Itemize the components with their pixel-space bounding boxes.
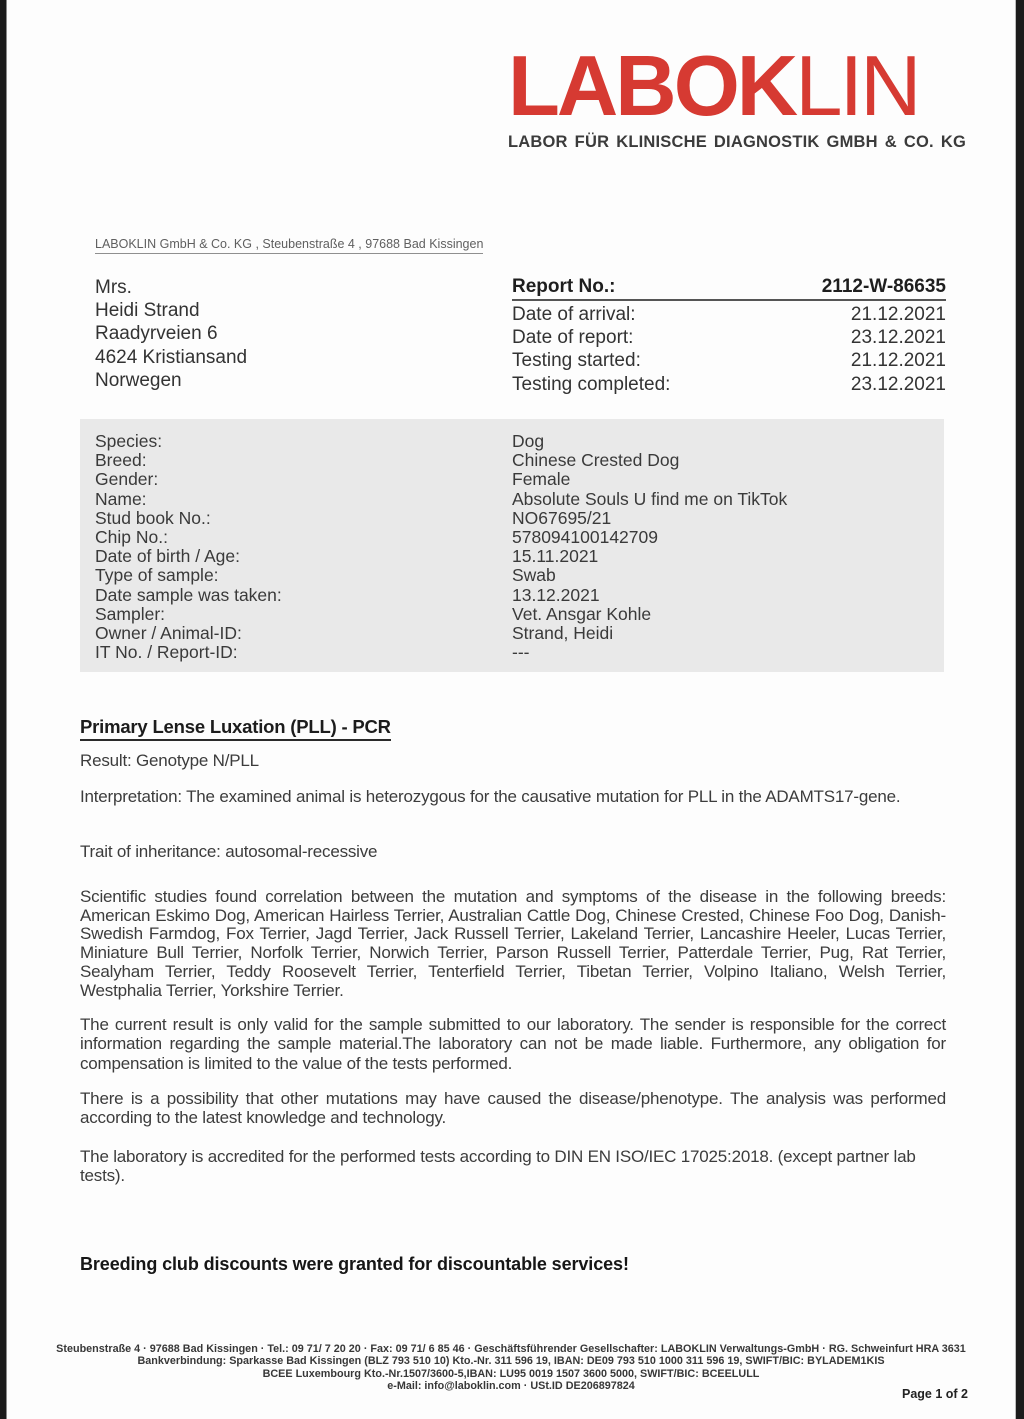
- sampler-label: Sampler:: [95, 603, 166, 624]
- interpretation-paragraph: Interpretation: The examined animal is heterozygous for the causative mutation for PLL in the ADAMTS17-gene.: [80, 787, 901, 806]
- possibility-paragraph: There is a possibility that other mutations may have caused the disease/phenotype. The analysis was performed according to the latest knowledge and technology.: [80, 1089, 946, 1128]
- arrival-value: 21.12.2021: [850, 304, 946, 325]
- report-number-value: 2112-W-86635: [821, 276, 946, 297]
- test-section-heading: [80, 716, 391, 741]
- report-date-label: Date of report:: [512, 327, 634, 349]
- scan-edge-right: [1015, 0, 1024, 1419]
- birthdate-value: 15.11.2021: [512, 546, 599, 567]
- testing-started-value: 21.12.2021: [850, 350, 946, 372]
- sender-line: LABOKLIN GmbH & Co. KG , Steubenstraße 4 , 97688 Bad Kissingen: [95, 237, 483, 254]
- logo-wordmark-light: LIN: [795, 39, 919, 134]
- sample-date-label: Date sample was taken:: [95, 584, 282, 605]
- report-number-label: Report No.:: [512, 276, 616, 297]
- address-line-city: 4624 Kristiansand: [95, 346, 248, 368]
- address-line-country: Norwegen: [95, 369, 182, 391]
- report-row-testing-completed: [512, 373, 946, 396]
- page-indicator: Page 1 of 2: [902, 1387, 968, 1401]
- sample-date-value: 13.12.2021: [512, 584, 600, 605]
- address-line-street: Raadyrveien 6: [95, 323, 218, 345]
- it-no-label: IT No. / Report-ID:: [95, 642, 238, 663]
- test-section-heading-text: Primary Lense Luxation (PLL) - PCR: [80, 716, 391, 741]
- discount-note: Breeding club discounts were granted for discountable services!: [80, 1254, 629, 1274]
- sample-row-gender: [95, 470, 934, 489]
- testing-completed-label: Testing completed:: [512, 373, 671, 395]
- report-row-report-date: [512, 326, 946, 349]
- sampler-value: Vet. Ansgar Kohle: [512, 603, 652, 624]
- report-date-value: 23.12.2021: [850, 327, 946, 349]
- footer-line-email: e-Mail: info@laboklin.com · USt.ID DE206897824: [387, 1380, 635, 1393]
- report-number-row: [512, 276, 946, 301]
- laboklin-logo: [508, 39, 966, 152]
- report-row-testing-started: [512, 349, 946, 372]
- accreditation-paragraph: The laboratory is accredited for the performed tests according to DIN EN ISO/IEC 17025:2018. (except partner lab tests).: [80, 1147, 916, 1186]
- studbook-value: NO67695/21: [512, 507, 612, 528]
- address-line-name: Heidi Strand: [95, 300, 200, 322]
- arrival-label: Date of arrival:: [512, 304, 636, 325]
- breed-label: Breed:: [95, 450, 147, 471]
- inheritance-line: Trait of inheritance: autosomal-recessive: [80, 842, 378, 861]
- species-label: Species:: [95, 431, 163, 451]
- sample-row-studbook: [95, 509, 934, 528]
- sample-row-species: [95, 432, 934, 451]
- it-no-value: ---: [512, 642, 530, 663]
- sample-row-sample-date: [95, 586, 934, 605]
- report-row-arrival: [512, 303, 946, 326]
- studbook-label: Stud book No.:: [95, 507, 211, 528]
- logo-tagline: LABOR FÜR KLINISCHE DIAGNOSTIK GMBH & CO. KG: [508, 133, 966, 151]
- footer-line-contact: Steubenstraße 4 · 97688 Bad Kissingen · Tel.: 09 71/ 7 20 20 · Fax: 09 71/ 6 85 46 · Geschäftsführender Gesellschafter: LABOKLIN Verwaltungs-GmbH · RG. Schweinfurt HRA 3631: [56, 1343, 966, 1355]
- sample-row-sampler: [95, 605, 934, 624]
- breed-value: Chinese Crested Dog: [512, 450, 680, 471]
- sample-row-it-no: [95, 643, 934, 662]
- logo-wordmark-bold: LABOK: [508, 39, 796, 134]
- testing-completed-value: 23.12.2021: [850, 373, 946, 395]
- sample-row-birthdate: [95, 547, 934, 566]
- sample-row-sample-type: [95, 566, 934, 585]
- report-info: [512, 276, 946, 396]
- logo-wordmark: [508, 39, 966, 134]
- name-label: Name:: [95, 488, 147, 509]
- sample-type-value: Swab: [512, 565, 556, 586]
- sample-type-label: Type of sample:: [95, 565, 219, 586]
- footer: [7, 1343, 1015, 1393]
- owner-label: Owner / Animal-ID:: [95, 623, 242, 644]
- gender-label: Gender:: [95, 469, 159, 490]
- owner-value: Strand, Heidi: [512, 623, 614, 644]
- sample-row-owner: [95, 624, 934, 643]
- sample-info-box: [80, 419, 944, 672]
- chip-label: Chip No.:: [95, 527, 168, 548]
- testing-started-label: Testing started:: [512, 350, 641, 372]
- result-line: Result: Genotype N/PLL: [80, 751, 259, 770]
- footer-line-bank-lu: BCEE Luxembourg Kto.-Nr.1507/3600-5,IBAN: LU95 0019 1507 3600 5000, SWIFT/BIC: BCEELULL: [262, 1367, 760, 1380]
- sample-row-chip: [95, 528, 934, 547]
- birthdate-label: Date of birth / Age:: [95, 546, 240, 567]
- footer-line-bank-de: Bankverbindung: Sparkasse Bad Kissingen (BLZ 793 510 10) Kto.-Nr. 311 596 19, IBAN: DE09 793 510 1000 311 596 19, SWIFT/BIC: BYLADEM1KIS: [137, 1355, 885, 1368]
- validity-paragraph: The current result is only valid for the sample submitted to our laboratory. The sender is responsible for the correct information regarding the sample material.The laboratory can not be made liable. Furthermore, any obligation for compensation is limited to the value of the tests performed.: [80, 1015, 946, 1073]
- recipient-address: [95, 276, 247, 392]
- address-line-salutation: Mrs.: [95, 277, 132, 298]
- sample-row-breed: [95, 451, 934, 470]
- scan-edge-left: [0, 0, 7, 1419]
- breeds-paragraph: Scientific studies found correlation between the mutation and symptoms of the disease in the following breeds: American Eskimo Dog, American Hairless Terrier, Australian Cattle Dog, Chinese Crested, Chinese Foo Dog, Danish-Swedish Farmdog, Fox Terrier, Jagd Terrier, Jack Russell Terrier, Lakeland Terrier, Lancashire Heeler, Lucas Terrier, Miniature Bull Terrier, Norfolk Terrier, Norwich Terrier, Parson Russell Terrier, Patterdale Terrier, Pug, Rat Terrier, Sealyham Terrier, Teddy Roosevelt Terrier, Tenterfield Terrier, Tibetan Terrier, Volpino Italiano, Welsh Terrier, Westphalia Terrier, Yorkshire Terrier.: [80, 887, 946, 1000]
- gender-value: Female: [512, 469, 571, 490]
- chip-value: 578094100142709: [512, 527, 658, 548]
- species-value: Dog: [512, 431, 545, 451]
- name-value: Absolute Souls U find me on TikTok: [512, 488, 788, 509]
- sample-row-name: [95, 490, 934, 509]
